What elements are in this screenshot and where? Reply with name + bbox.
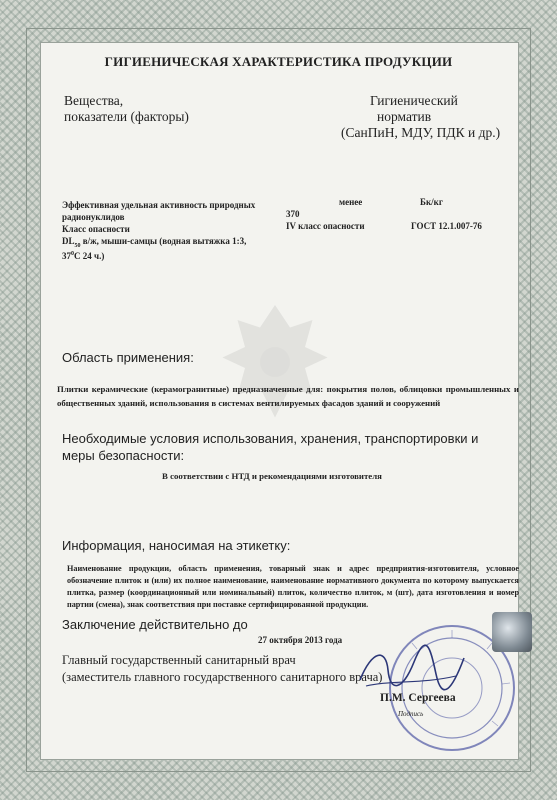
column-header-left-line1: Вещества,	[64, 93, 124, 108]
indicator-activity-label-a: Эффективная удельная активность природных	[62, 200, 256, 210]
column-header-right-line3: (СанПиН, МДУ, ПДК и др.)	[341, 125, 501, 140]
application-heading: Область применения:	[62, 350, 194, 365]
column-header-right-line1: Гигиенический	[370, 93, 458, 108]
indicator-dl50-label: $DL_{50}$ в/ж, мыши-самцы (водная вытяжка 1:3,	[62, 236, 247, 249]
indicator-hazard-value: IV класс опасности	[286, 221, 365, 231]
emblem-watermark-icon	[200, 290, 350, 440]
label-info-heading: Информация, наносимая на этикетку:	[62, 538, 291, 553]
conditions-heading: Необходимые условия использования, хранения, транспортировки и меры безопасности:	[62, 431, 479, 463]
column-header-right-line2: норматив	[377, 109, 432, 124]
validity-date: 27 октября 2013 года	[258, 635, 343, 645]
label-info-text: Наименование продукции, область применения, товарный знак и адрес предприятия-изготовителя, условное обозначение плиток и (или) их полное наименование, наименование нормативного документа по которому выпускается плитка, размер (координационный или номинальный) плиток, количество плиток, м (шт), дата изготовления и номер партии (смена), знак соответствия при поставке сертифицированной продукции.	[67, 564, 519, 609]
indicator-activity-label-b: радионуклидов	[62, 212, 125, 222]
validity-heading: Заключение действительно до	[62, 617, 248, 632]
application-text: Плитки керамические (керамогранитные) предназначенные для: покрытия полов, облицовки промышленных и общественных зданий, использования в системах вентилируемых фасадов зданий и сооружений	[57, 384, 519, 408]
indicator-hazard-label: Класс опасности	[62, 224, 130, 234]
indicator-dl50-condition: $37^0С$ 24 ч.)	[62, 251, 105, 261]
signature-scribble	[352, 640, 472, 700]
signatory-role-line1: Главный государственный санитарный врач	[62, 653, 296, 667]
conditions-text: В соответствии с НТД и рекомендациями изготовителя	[162, 471, 382, 481]
indicator-activity-qualifier: менее	[339, 197, 363, 207]
document-title: ГИГИЕНИЧЕСКАЯ ХАРАКТЕРИСТИКА ПРОДУКЦИИ	[104, 54, 453, 69]
indicator-activity-unit: Бк/кг	[420, 197, 443, 207]
signature-caption: Подпись	[398, 710, 424, 718]
hologram-sticker	[492, 612, 532, 652]
signatory-name: П.М. Сергеева	[380, 692, 456, 704]
indicator-hazard-standard: ГОСТ 12.1.007-76	[411, 221, 482, 231]
column-header-left-line2: показатели (факторы)	[64, 109, 189, 124]
indicator-activity-value: 370	[286, 209, 300, 219]
signatory-role-line2: (заместитель главного государственного санитарного врача)	[62, 670, 383, 684]
